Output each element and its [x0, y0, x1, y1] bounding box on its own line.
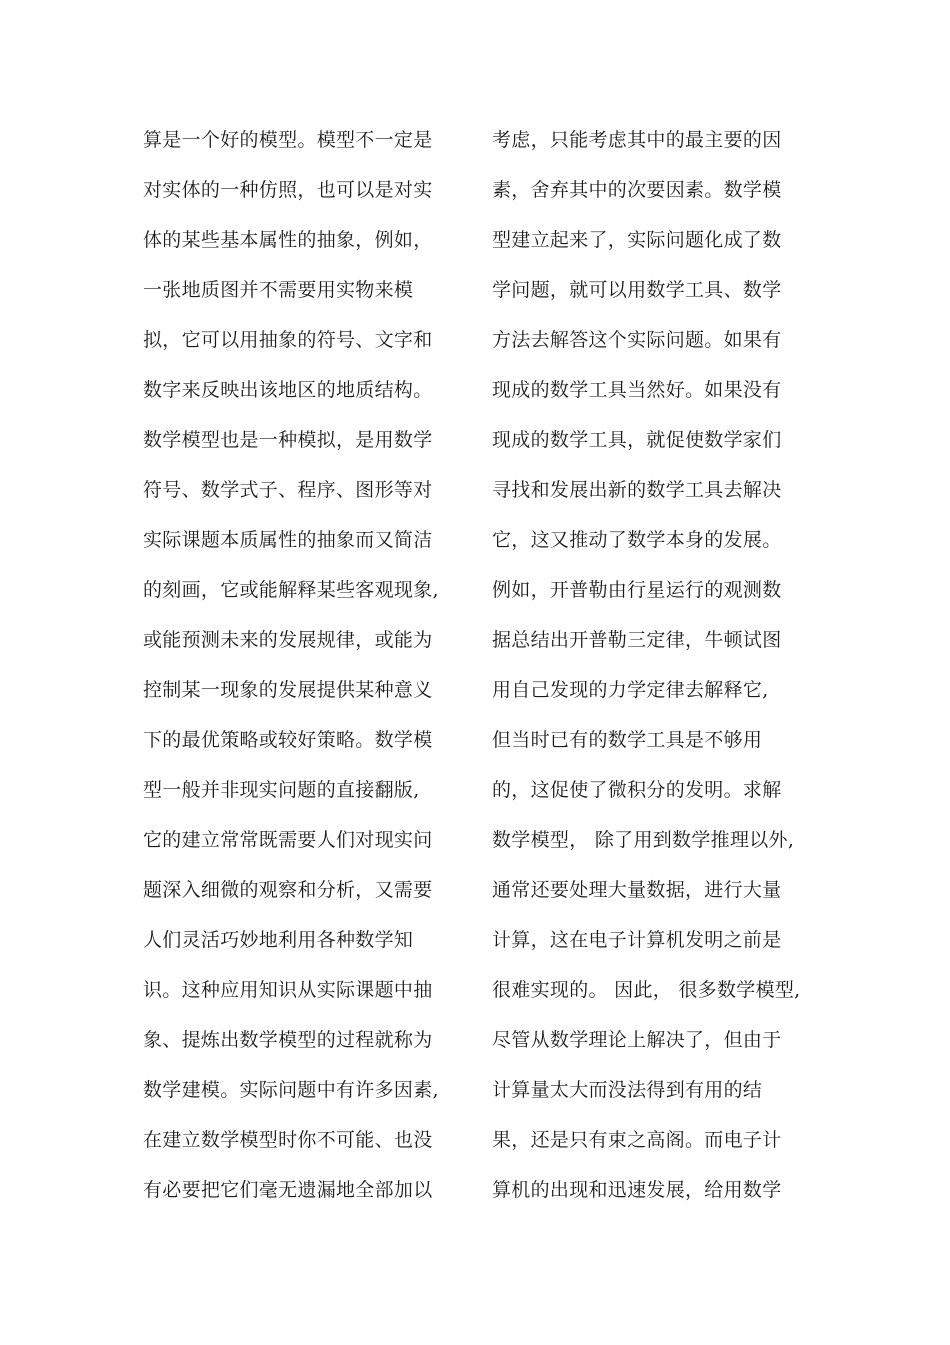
text-line: 现成的数学工具当然好。如果没有 [492, 379, 782, 401]
text-line: 有必要把它们毫无遗漏地全部加以 [143, 1179, 433, 1201]
text-line: 数学模型也是一种模拟，是用数学 [143, 429, 433, 451]
right-text-column [492, 118, 822, 1218]
text-line: 方法去解答这个实际问题。如果有 [492, 329, 782, 351]
text-line: 据总结出开普勒三定律，牛顿试图 [492, 629, 782, 651]
text-line: 通常还要处理大量数据，进行大量 [492, 879, 782, 901]
text-line: 学问题，就可以用数学工具、数学 [492, 279, 782, 301]
text-line: 数学建模。实际问题中有许多因素, [143, 1079, 439, 1101]
text-line: 一张地质图并不需要用实物来模 [143, 279, 414, 301]
text-line: 考虑，只能考虑其中的最主要的因 [492, 129, 782, 151]
text-line: 例如，开普勒由行星运行的观测数 [492, 579, 782, 601]
text-line: 的，这促使了微积分的发明。求解 [492, 779, 782, 801]
text-line: 现成的数学工具，就促使数学家们 [492, 429, 782, 451]
text-line: 拟，它可以用抽象的符号、文字和 [143, 329, 433, 351]
text-line: 对实体的一种仿照，也可以是对实 [143, 179, 433, 201]
text-line: 很难实现的。 因此， 很多数学模型, [492, 979, 801, 1001]
text-line: 但当时已有的数学工具是不够用 [492, 729, 763, 751]
text-line: 控制某一现象的发展提供某种意义 [143, 679, 433, 701]
text-line: 它的建立常常既需要人们对现实问 [143, 829, 433, 851]
text-line: 寻找和发展出新的数学工具去解决 [492, 479, 782, 501]
text-line: 算是一个好的模型。模型不一定是 [143, 129, 433, 151]
text-line: 算机的出现和迅速发展，给用数学 [492, 1179, 782, 1201]
text-line: 实际课题本质属性的抽象而又简洁 [143, 529, 433, 551]
text-line: 用自己发现的力学定律去解释它, [492, 679, 769, 701]
text-line: 计算，这在电子计算机发明之前是 [492, 929, 782, 951]
text-line: 素，舍弃其中的次要因素。数学模 [492, 179, 782, 201]
left-text-column [143, 118, 473, 1218]
text-line: 象、提炼出数学模型的过程就称为 [143, 1029, 433, 1051]
text-line: 在建立数学模型时你不可能、也没 [143, 1129, 433, 1151]
text-line: 计算量太大而没法得到有用的结 [492, 1079, 763, 1101]
text-line: 尽管从数学理论上解决了，但由于 [492, 1029, 782, 1051]
text-line: 型建立起来了，实际问题化成了数 [492, 229, 782, 251]
text-line: 数学模型， 除了用到数学推理以外, [492, 829, 795, 851]
text-line: 数字来反映出该地区的地质结构。 [143, 379, 433, 401]
text-line: 符号、数学式子、程序、图形等对 [143, 479, 433, 501]
text-line: 型一般并非现实问题的直接翻版, [143, 779, 420, 801]
text-line: 果，还是只有束之高阁。而电子计 [492, 1129, 782, 1151]
text-line: 人们灵活巧妙地利用各种数学知 [143, 929, 414, 951]
text-line: 识。这种应用知识从实际课题中抽 [143, 979, 433, 1001]
text-line: 它，这又推动了数学本身的发展。 [492, 529, 782, 551]
text-line: 的刻画，它或能解释某些客观现象, [143, 579, 439, 601]
text-line: 下的最优策略或较好策略。数学模 [143, 729, 433, 751]
text-line: 题深入细微的观察和分析，又需要 [143, 879, 433, 901]
text-line: 体的某些基本属性的抽象，例如， [143, 229, 433, 251]
text-line: 或能预测未来的发展规律，或能为 [143, 629, 433, 651]
